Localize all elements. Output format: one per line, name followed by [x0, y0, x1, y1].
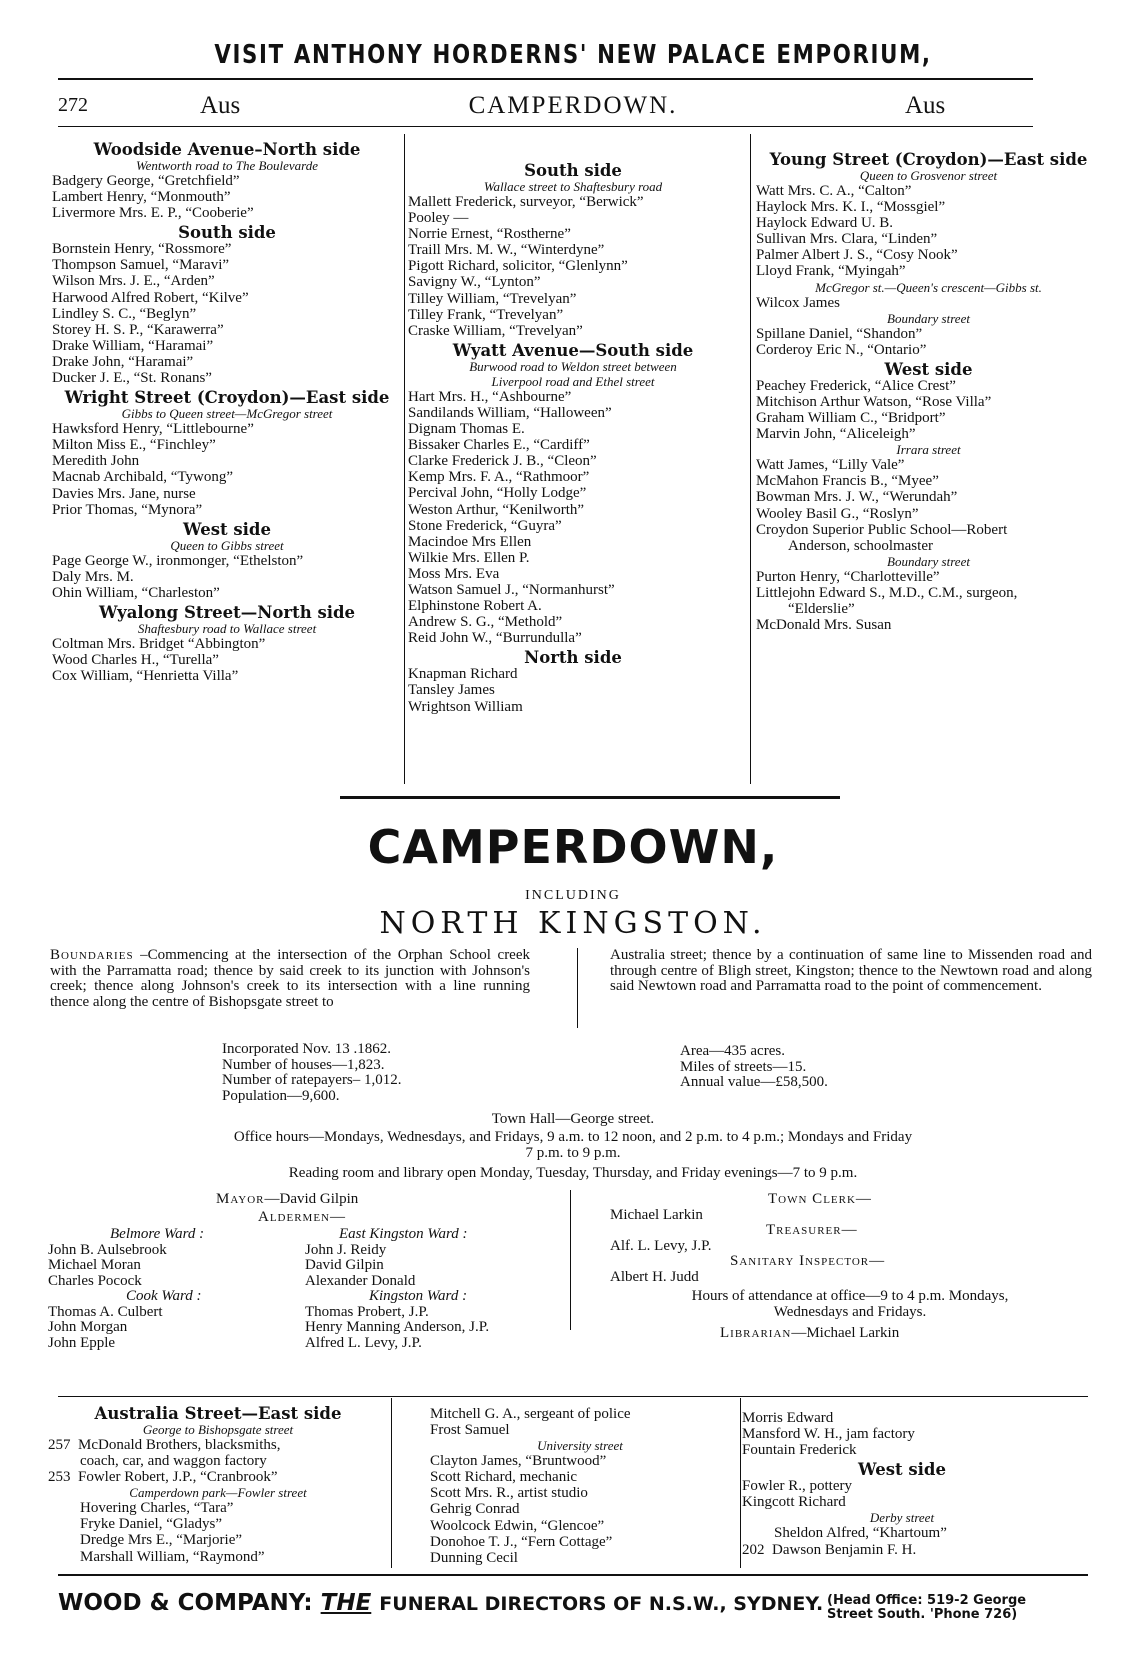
- office-attendance-line-1: Hours of attendance at office—9 to 4 p.m. Mondays,: [691, 1288, 1009, 1304]
- directory-entry: Elphinstone Robert A.: [408, 598, 542, 615]
- directory-entry: Pooley —: [408, 210, 469, 227]
- directory-entry: Drake John, “Haramai”: [52, 353, 194, 370]
- directory-entry: Morris Edward: [742, 1410, 834, 1426]
- directory-entry: Peachey Frederick, “Alice Crest”: [756, 377, 956, 394]
- town-clerk: Michael Larkin: [610, 1206, 703, 1223]
- column-divider: [404, 134, 405, 784]
- directory-entry: Hawksford Henry, “Littlebourne”: [52, 421, 254, 438]
- street-section-note: Boundary street: [887, 553, 970, 569]
- directory-entry: Wood Charles H., “Turella”: [52, 652, 219, 669]
- street-section-note: Shaftesbury road to Wallace street: [137, 620, 317, 636]
- directory-column-4: [48, 1402, 388, 1565]
- alderman: John Morgan: [48, 1319, 128, 1335]
- directory-entry: Graham William C., “Bridport”: [756, 410, 946, 427]
- directory-entry: Haylock Edward U. B.: [756, 215, 894, 232]
- aldermen-label: Aldermen—: [258, 1209, 346, 1225]
- statistic: Incorporated Nov. 13 .1862.: [222, 1041, 391, 1057]
- directory-entry: Purton Henry, “Charlotteville”: [756, 568, 940, 585]
- directory-entry: Mansford W. H., jam factory: [742, 1426, 915, 1443]
- street-heading: Woodside Avenue–North side: [93, 140, 361, 159]
- directory-entry: Ducker J. E., “St. Ronans”: [52, 370, 212, 387]
- directory-entry: Hart Mrs. H., “Ashbourne”: [408, 388, 572, 405]
- directory-entry: Harwood Alfred Robert, “Kilve”: [52, 289, 249, 306]
- sanitary-inspector: Albert H. Judd: [610, 1268, 699, 1285]
- directory-entry: Hovering Charles, “Tara”: [80, 1500, 234, 1517]
- directory-entry: Bowman Mrs. J. W., “Werundah”: [756, 489, 958, 506]
- statistic: Area—435 acres.: [680, 1043, 785, 1059]
- column-divider: [750, 134, 751, 784]
- directory-entry: Meredith John: [52, 453, 140, 470]
- directory-entry: Knapman Richard: [408, 666, 518, 683]
- directory-entry: Livermore Mrs. E. P., “Cooberie”: [52, 205, 254, 222]
- street-heading: South side: [178, 223, 276, 243]
- directory-entry: Tilley Frank, “Trevelyan”: [408, 306, 564, 323]
- boundaries-label: Boundaries: [50, 947, 134, 963]
- office-hours-line-2: 7 p.m. to 9 p.m.: [525, 1144, 621, 1161]
- directory-entry: Scott Mrs. R., artist studio: [430, 1485, 588, 1502]
- directory-entry: coach, car, and waggon factory: [80, 1453, 267, 1470]
- boundaries-right: Australia street; thence by a continuation of same line to Missenden road and through centre of Bligh street, Kingston; thence to the Newtown road and along said Newtown road and Parramatta road to the point of commencement.: [610, 947, 1092, 994]
- directory-entry: [742, 1542, 1062, 1558]
- office-hours-line-1: Office hours—Mondays, Wednesdays, and Fridays, 9 a.m. to 12 noon, and 2 p.m. to 4 p.m.; Mondays and Friday: [233, 1129, 913, 1145]
- directory-entry: Ohin William, “Charleston”: [52, 584, 220, 601]
- alderman: Alfred L. Levy, J.P.: [305, 1334, 422, 1351]
- belmore-ward-label: Belmore Ward :: [110, 1226, 205, 1242]
- directory-entry: Fryke Daniel, “Gladys”: [80, 1516, 223, 1533]
- directory-entry: Milton Miss E., “Finchley”: [52, 437, 216, 454]
- directory-entry: Macnab Archibald, “Tywong”: [52, 469, 233, 486]
- directory-entry: Clarke Frederick J. B., “Cleon”: [408, 453, 597, 470]
- street-section-note: Queen to Grosvenor street: [859, 168, 998, 183]
- directory-entry: McMahon Francis B., “Myee”: [756, 473, 939, 490]
- directory-entry: McDonald Mrs. Susan: [756, 617, 892, 634]
- directory-entry: Woolcock Edwin, “Glencoe”: [430, 1517, 605, 1534]
- street-heading: West side: [858, 1460, 946, 1480]
- directory-entry: Macindoe Mrs Ellen: [408, 533, 532, 550]
- directory-entry: Prior Thomas, “Mynora”: [52, 501, 203, 518]
- statistic: Number of houses—1,823.: [222, 1056, 385, 1073]
- boundaries-text-left: –Commencing at the intersection of the Orphan School creek with the Parramatta road; thence by said creek to its junction with Johnson's creek; thence along Johnson's creek to its intersection with a line running thence along the centre of Bishopsgate street to: [50, 947, 530, 1010]
- footer-note-line-2: Street South. 'Phone 726): [827, 1607, 1018, 1622]
- directory-entry: Wrightson William: [408, 698, 523, 715]
- directory-entry: Tilley William, “Trevelyan”: [408, 290, 577, 307]
- statistics-right: [680, 1044, 828, 1091]
- librarian: [610, 1326, 1090, 1342]
- directory-entry: Dredge Mrs E., “Marjorie”: [80, 1532, 243, 1549]
- mayor-label: Mayor: [216, 1191, 265, 1207]
- including-label: INCLUDING: [525, 888, 621, 903]
- directory-column-3: [756, 148, 1101, 633]
- alderman: David Gilpin: [305, 1257, 384, 1273]
- directory-entry: Moss Mrs. Eva: [408, 565, 500, 582]
- directory-entry: Bornstein Henry, “Rossmore”: [52, 241, 232, 258]
- directory-entry: Kingcott Richard: [742, 1494, 846, 1511]
- directory-entry: Croydon Superior Public School—Robert: [756, 521, 1008, 538]
- directory-entry: Bissaker Charles E., “Cardiff”: [408, 437, 590, 454]
- office-attendance: [610, 1289, 1090, 1320]
- directory-entry: Frost Samuel: [430, 1422, 510, 1439]
- header-right-guide: Aus: [905, 92, 946, 119]
- directory-entry: Gehrig Conrad: [430, 1501, 520, 1518]
- footer-the: THE: [320, 1590, 372, 1616]
- directory-entry: Norrie Ernest, “Rostherne”: [408, 226, 571, 243]
- directory-entry: Corderoy Eric N., “Ontario”: [756, 341, 927, 358]
- house-number: 253: [48, 1469, 71, 1486]
- footer-company: WOOD & COMPANY:: [58, 1590, 313, 1616]
- top-rule: [58, 78, 1033, 80]
- entry-text: Dawson Benjamin F. H.: [772, 1541, 917, 1558]
- column-divider: [570, 1190, 571, 1330]
- street-section-note: Irrara street: [896, 442, 961, 458]
- directory-entry: Storey H. S. P., “Karawerra”: [52, 321, 224, 338]
- alderman: John Epple: [48, 1334, 116, 1351]
- directory-entry: Drake William, “Haramai”: [52, 337, 214, 354]
- directory-entry: Sandilands William, “Halloween”: [408, 404, 612, 421]
- belmore-ward: [48, 1227, 204, 1351]
- street-section-note: George to Bishopsgate street: [142, 1422, 294, 1437]
- street-section-note: Queen to Gibbs street: [170, 537, 284, 553]
- directory-entry: Watt Mrs. C. A., “Calton”: [756, 183, 912, 199]
- kingston-ward-label: Kingston Ward :: [369, 1288, 468, 1304]
- street-section-note: Wentworth road to The Boulevarde: [136, 158, 318, 173]
- treasurer: Alf. L. Levy, J.P.: [610, 1237, 712, 1254]
- directory-entry: Marvin John, “Aliceleigh”: [756, 426, 916, 443]
- alderman: Thomas A. Culbert: [48, 1303, 163, 1320]
- east-kingston-ward-label: East Kingston Ward :: [339, 1226, 468, 1242]
- street-heading: Young Street (Croydon)—East side: [769, 150, 1088, 169]
- directory-entry: Watson Samuel J., “Normanhurst”: [408, 581, 615, 598]
- street-heading: Australia Street—East side: [94, 1404, 342, 1423]
- directory-entry: Percival John, “Holly Lodge”: [408, 485, 587, 502]
- street-section-note: Camperdown park—Fowler street: [129, 1485, 307, 1501]
- directory-entry: Mitchell G. A., sergeant of police: [430, 1406, 631, 1422]
- street-heading: Wyalong Street—North side: [98, 602, 356, 622]
- directory-entry: Fowler R., pottery: [742, 1478, 852, 1495]
- directory-entry: [48, 1437, 388, 1453]
- directory-entry: Mitchison Arthur Watson, “Rose Villa”: [756, 393, 992, 410]
- directory-entry: Lloyd Frank, “Myingah”: [756, 263, 906, 280]
- directory-entry: Weston Arthur, “Kenilworth”: [408, 501, 585, 518]
- alderman: Henry Manning Anderson, J.P.: [305, 1319, 490, 1335]
- directory-entry: Lambert Henry, “Monmouth”: [52, 189, 231, 206]
- directory-entry: Davies Mrs. Jane, nurse: [52, 485, 196, 502]
- directory-entry: Littlejohn Edward S., M.D., C.M., surgeon,: [756, 584, 1018, 601]
- directory-column-5: [430, 1406, 730, 1566]
- section-rule: [340, 796, 840, 799]
- directory-entry: Lindley S. C., “Beglyn”: [52, 305, 197, 322]
- directory-entry: Tansley James: [408, 682, 495, 699]
- house-number: 202: [742, 1541, 765, 1558]
- treasurer-label: Treasurer—: [766, 1222, 858, 1238]
- column-divider: [577, 948, 578, 1028]
- footer-head-office: [827, 1594, 1026, 1622]
- directory-entry: Spillane Daniel, “Shandon”: [756, 325, 923, 342]
- directory-entry: Andrew S. G., “Methold”: [408, 614, 563, 631]
- directory-entry: Coltman Mrs. Bridget “Abbington”: [52, 635, 266, 652]
- directory-entry: Cox William, “Henrietta Villa”: [52, 668, 239, 685]
- directory-entry: Fountain Frederick: [742, 1442, 857, 1459]
- directory-entry: Wilson Mrs. J. E., “Arden”: [52, 273, 215, 290]
- alderman: John B. Aulsebrook: [48, 1241, 167, 1258]
- directory-entry: Mallett Frederick, surveyor, “Berwick”: [408, 194, 644, 210]
- librarian-label: Librarian: [720, 1325, 792, 1341]
- directory-entry: Wilkie Mrs. Ellen P.: [408, 549, 530, 566]
- suburb-title: CAMPERDOWN,: [367, 820, 779, 874]
- house-number: 257: [48, 1437, 71, 1453]
- directory-entry: Wilcox James: [756, 294, 840, 311]
- header-left-guide: Aus: [200, 92, 241, 119]
- footer-note-line-1: (Head Office: 519-2 George: [827, 1593, 1027, 1608]
- directory-entry: [48, 1469, 388, 1485]
- page-number: 272: [58, 94, 88, 116]
- directory-entry: Donohoe T. J., “Fern Cottage”: [430, 1533, 613, 1550]
- directory-entry: Badgery George, “Gretchfield”: [52, 173, 240, 189]
- entry-text: Fowler Robert, J.P., “Cranbrook”: [78, 1469, 278, 1486]
- sanitary-inspector-label: Sanitary Inspector—: [730, 1253, 886, 1269]
- east-kingston-ward: [305, 1227, 489, 1351]
- alderman: Michael Moran: [48, 1257, 141, 1273]
- directory-entry: Stone Frederick, “Guyra”: [408, 517, 562, 534]
- street-section-note: Liverpool road and Ethel street: [491, 373, 655, 389]
- footer-text: FUNERAL DIRECTORS OF N.S.W., SYDNEY.: [379, 1593, 824, 1615]
- street-section-note: Wallace street to Shaftesbury road: [483, 179, 663, 194]
- directory-entry: Pigott Richard, solicitor, “Glenlynn”: [408, 258, 628, 275]
- alderman: Charles Pocock: [48, 1272, 142, 1289]
- directory-column-6: [742, 1410, 1062, 1558]
- advertisement-banner: VISIT ANTHONY HORDERNS' NEW PALACE EMPORIUM,: [214, 40, 932, 70]
- bottom-rule: [58, 1574, 1088, 1576]
- directory-entry: Palmer Albert J. S., “Cosy Nook”: [756, 247, 958, 264]
- statistic: Annual value—£58,500.: [680, 1074, 828, 1090]
- entry-text: McDonald Brothers, blacksmiths,: [78, 1437, 281, 1453]
- directory-entry: Sheldon Alfred, “Khartoum”: [774, 1525, 947, 1542]
- directory-entry: Scott Richard, mechanic: [430, 1469, 578, 1486]
- column-divider: [391, 1398, 392, 1568]
- street-section-note: McGregor st.—Queen's crescent—Gibbs st.: [815, 279, 1042, 295]
- statistics-left: [222, 1042, 402, 1104]
- street-heading: Wright Street (Croydon)—East side: [64, 388, 390, 408]
- directory-entry: Watt James, “Lilly Vale”: [756, 457, 905, 474]
- directory-entry: “Elderslie”: [788, 600, 855, 617]
- directory-entry: Craske William, “Trevelyan”: [408, 322, 583, 339]
- statistic: Number of ratepayers– 1,012.: [222, 1072, 402, 1088]
- street-heading: Wyatt Avenue—South side: [452, 340, 694, 360]
- directory-entry: Dignam Thomas E.: [408, 421, 525, 438]
- directory-entry: Page George W., ironmonger, “Ethelston”: [52, 552, 304, 569]
- suburb-subtitle: NORTH KINGSTON.: [379, 906, 767, 941]
- mayor: [216, 1192, 358, 1208]
- directory-entry: Thompson Samuel, “Maravi”: [52, 257, 230, 274]
- alderman: John J. Reidy: [305, 1241, 387, 1258]
- street-section-note: Derby street: [869, 1510, 935, 1526]
- directory-entry: Savigny W., “Lynton”: [408, 274, 541, 291]
- cook-ward-label: Cook Ward :: [126, 1288, 202, 1304]
- directory-entry: Dunning Cecil: [430, 1549, 518, 1566]
- alderman: Thomas Probert, J.P.: [305, 1303, 429, 1320]
- street-section-note: Boundary street: [887, 310, 970, 326]
- page-header-title: CAMPERDOWN.: [468, 92, 678, 119]
- street-section-note: Gibbs to Queen street—McGregor street: [121, 406, 333, 422]
- street-heading: West side: [183, 519, 271, 539]
- header-rule: [58, 126, 1033, 127]
- town-clerk-label: Town Clerk—: [768, 1191, 872, 1207]
- council-officers: [610, 1192, 1090, 1342]
- directory-column-2: [408, 159, 738, 715]
- directory-entry: Traill Mrs. M. W., “Winterdyne”: [408, 242, 605, 259]
- reading-room-hours: Reading room and library open Monday, Tuesday, Thursday, and Friday evenings—7 to 9 p.m.: [288, 1165, 858, 1181]
- statistic: Population—9,600.: [222, 1087, 340, 1104]
- advertisement-footer: [58, 1590, 823, 1616]
- street-section-note: Burwood road to Weldon street between: [469, 358, 677, 374]
- directory-entry: Haylock Mrs. K. I., “Mossgiel”: [756, 199, 946, 216]
- section-rule: [58, 1396, 1088, 1397]
- column-divider: [740, 1398, 741, 1568]
- directory-column-1: [52, 138, 402, 684]
- street-heading: North side: [524, 648, 622, 668]
- office-attendance-line-2: Wednesdays and Fridays.: [773, 1303, 927, 1320]
- mayor-name: —David Gilpin: [264, 1191, 359, 1207]
- office-hours: [50, 1130, 1096, 1161]
- directory-entry: Wooley Basil G., “Roslyn”: [756, 505, 919, 522]
- street-heading: West side: [884, 359, 973, 379]
- directory-entry: Anderson, schoolmaster: [788, 537, 933, 554]
- street-section-note: University street: [537, 1438, 623, 1454]
- directory-entry: Sullivan Mrs. Clara, “Linden”: [756, 231, 938, 248]
- town-hall: Town Hall—George street.: [491, 1111, 655, 1127]
- statistic: Miles of streets—15.: [680, 1058, 807, 1075]
- directory-entry: Clayton James, “Bruntwood”: [430, 1453, 607, 1470]
- directory-entry: Reid John W., “Burrundulla”: [408, 630, 582, 647]
- street-heading: South side: [524, 161, 622, 180]
- directory-entry: Daly Mrs. M.: [52, 568, 134, 585]
- alderman: Alexander Donald: [305, 1272, 416, 1289]
- librarian-name: —Michael Larkin: [791, 1325, 900, 1341]
- directory-entry: Marshall William, “Raymond”: [80, 1548, 265, 1565]
- boundaries-left: [50, 948, 530, 1010]
- directory-entry: Kemp Mrs. F. A., “Rathmoor”: [408, 469, 590, 486]
